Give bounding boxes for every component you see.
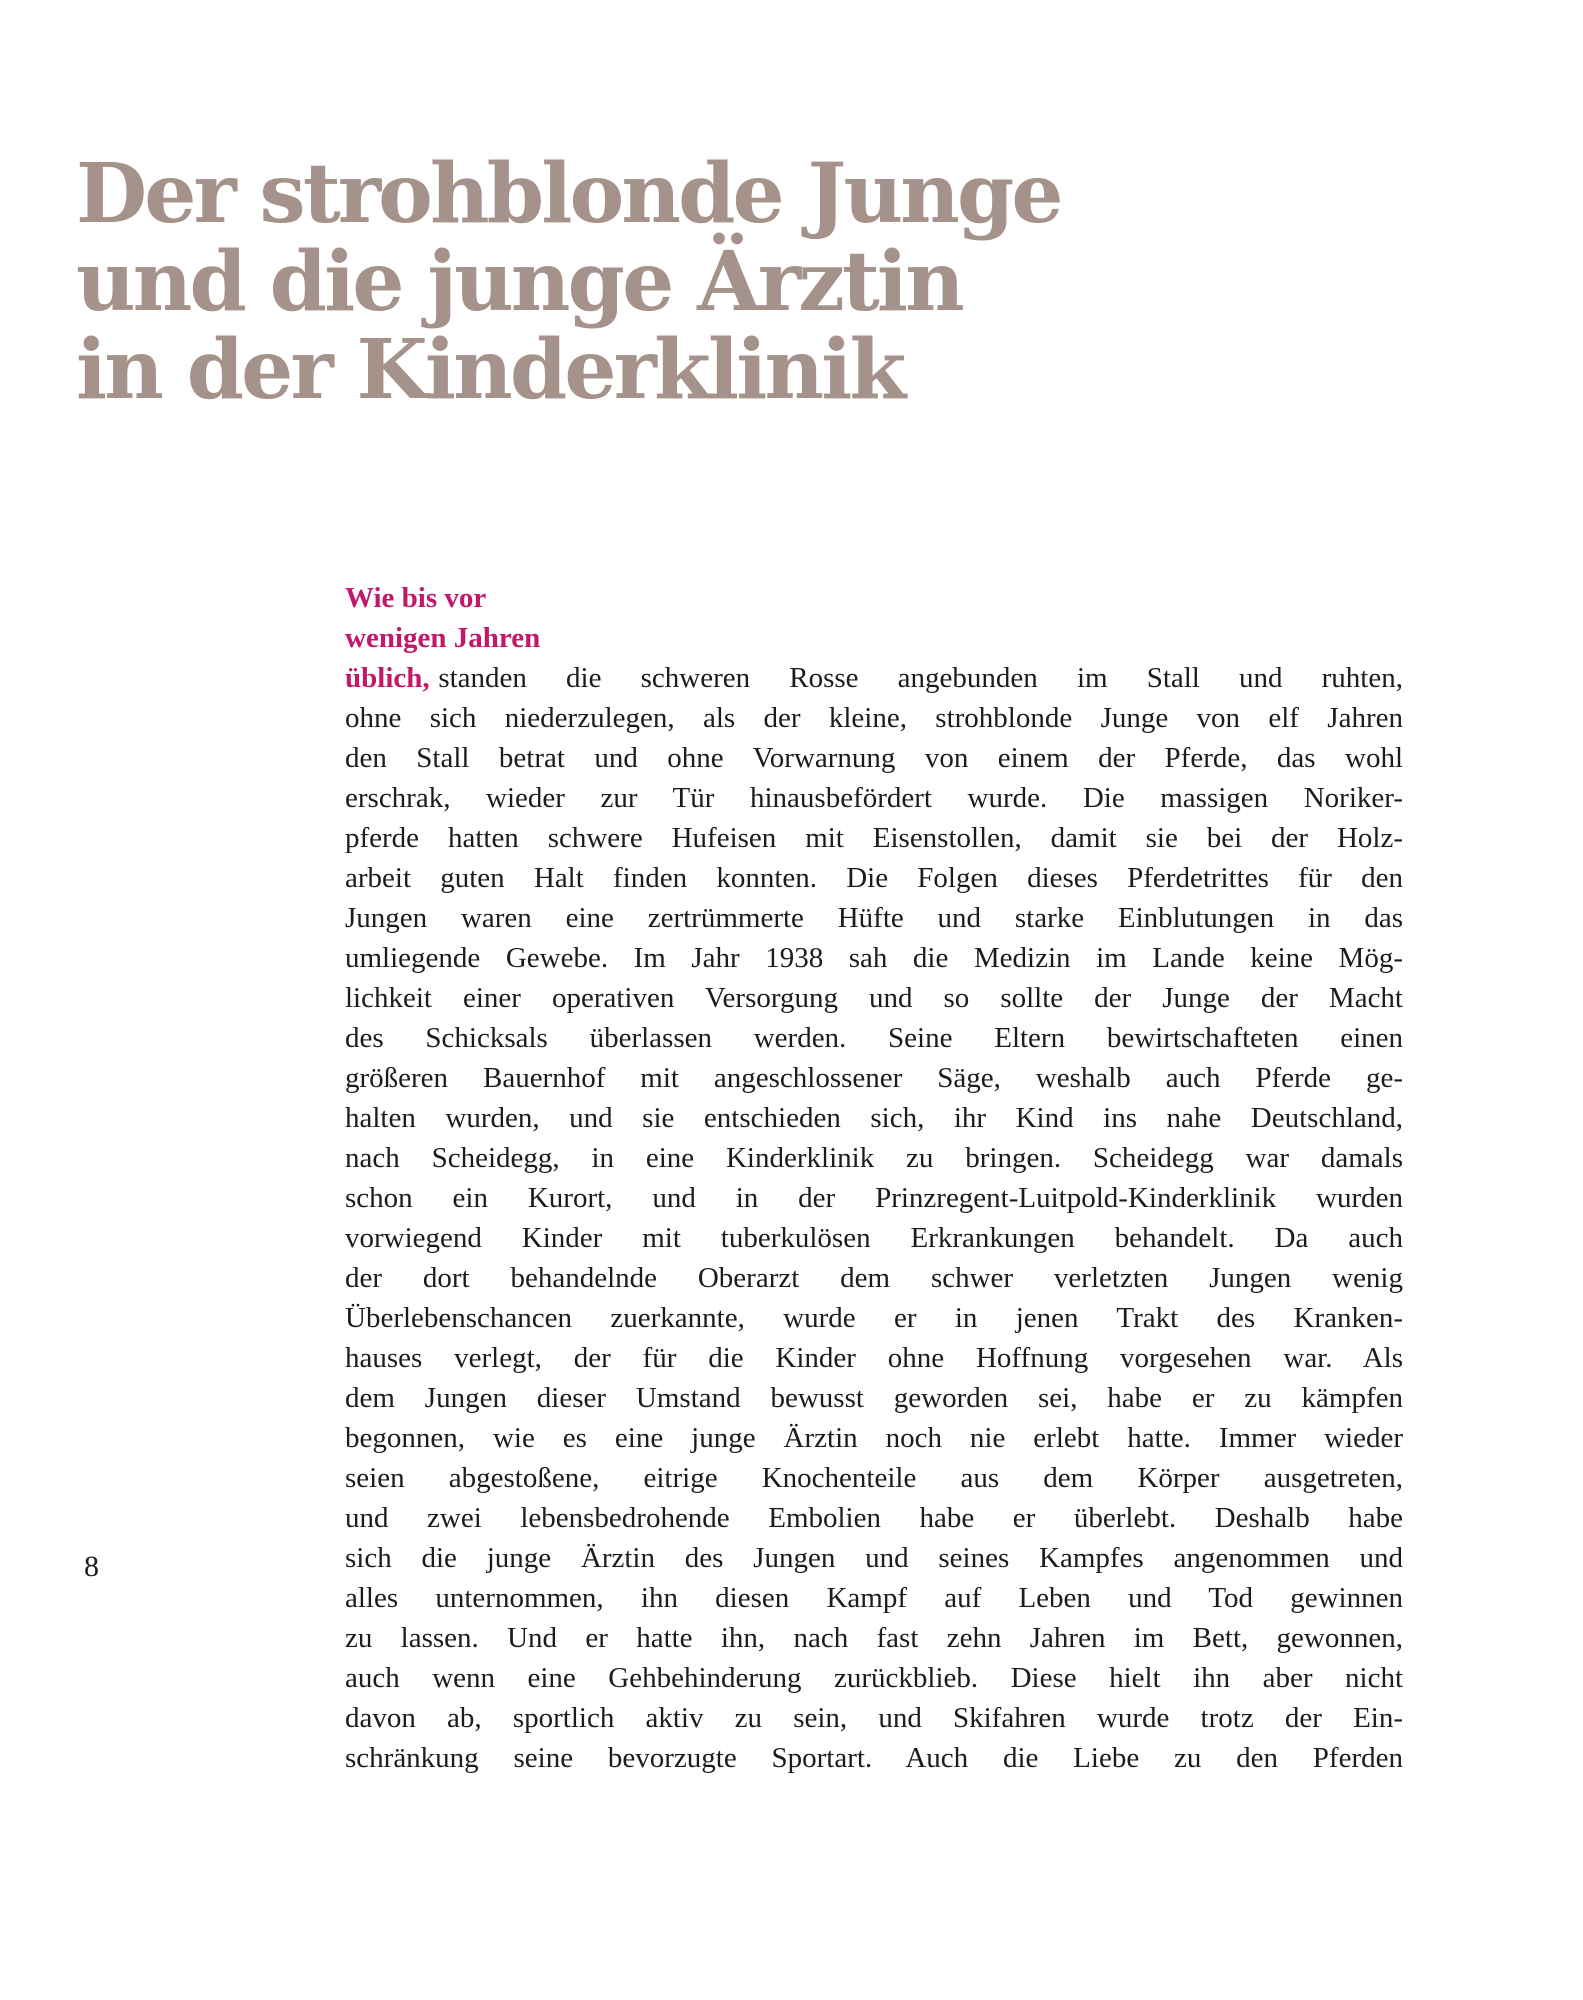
page-number: 8 <box>84 1550 99 1583</box>
body-text: standen die schweren Rosse angebunden im Stall und ruhten, <box>438 662 1403 694</box>
body-text-line: zu lassen. Und er hatte ihn, nach fast zehn Jahren im Bett, gewonnen, <box>345 1622 1403 1654</box>
page-title-line: in der Kinderklinik <box>76 322 904 418</box>
body-text-line: davon ab, sportlich aktiv zu sein, und Skifahren wurde trotz der Ein- <box>345 1702 1403 1734</box>
body-text-line <box>345 658 1403 698</box>
body-text-line: auch wenn eine Gehbehinderung zurückblieb. Diese hielt ihn aber nicht <box>345 1662 1403 1694</box>
body-text-line: des Schicksals überlassen werden. Seine Eltern bewirtschafteten einen <box>345 1022 1403 1054</box>
body-text-line: nach Scheidegg, in eine Kinderklinik zu bringen. Scheidegg war damals <box>345 1142 1403 1174</box>
article-body <box>345 578 1403 1778</box>
lead-in-word: üblich, <box>345 662 430 694</box>
body-text-line: begonnen, wie es eine junge Ärztin noch nie erlebt hatte. Immer wieder <box>345 1422 1403 1454</box>
body-text-line: ohne sich niederzulegen, als der kleine, strohblonde Junge von elf Jahren <box>345 702 1403 734</box>
body-text-line: pferde hatten schwere Hufeisen mit Eisenstollen, damit sie bei der Holz- <box>345 822 1403 854</box>
body-text-line: lichkeit einer operativen Versorgung und so sollte der Junge der Macht <box>345 982 1403 1014</box>
body-text-line: der dort behandelnde Oberarzt dem schwer verletzten Jungen wenig <box>345 1262 1403 1294</box>
body-text-line: den Stall betrat und ohne Vorwarnung von einem der Pferde, das wohl <box>345 742 1403 774</box>
lead-in-line: wenigen Jahren <box>345 622 541 654</box>
body-text-line: größeren Bauernhof mit angeschlossener Säge, weshalb auch Pferde ge- <box>345 1062 1403 1094</box>
page-title-line: Der strohblonde Junge <box>76 146 1061 242</box>
body-text-line: schränkung seine bevorzugte Sportart. Auch die Liebe zu den Pferden <box>345 1742 1403 1774</box>
body-text-line: sich die junge Ärztin des Jungen und seines Kampfes angenommen und <box>345 1542 1403 1574</box>
body-text-line: seien abgestoßene, eitrige Knochenteile aus dem Körper ausgetreten, <box>345 1462 1403 1494</box>
body-text-line: erschrak, wieder zur Tür hinausbefördert wurde. Die massigen Noriker- <box>345 782 1403 814</box>
body-text-line: arbeit guten Halt finden konnten. Die Folgen dieses Pferdetrittes für den <box>345 862 1403 894</box>
page-title <box>76 146 1061 418</box>
body-text-line: umliegende Gewebe. Im Jahr 1938 sah die Medizin im Lande keine Mög- <box>345 942 1403 974</box>
body-text-line: dem Jungen dieser Umstand bewusst geworden sei, habe er zu kämpfen <box>345 1382 1403 1414</box>
body-text-line: vorwiegend Kinder mit tuberkulösen Erkrankungen behandelt. Da auch <box>345 1222 1403 1254</box>
body-text-lines <box>345 698 1403 1778</box>
body-text-line: hauses verlegt, der für die Kinder ohne Hoffnung vorgesehen war. Als <box>345 1342 1403 1374</box>
body-text-line: halten wurden, und sie entschieden sich, ihr Kind ins nahe Deutschland, <box>345 1102 1403 1134</box>
body-text-line: Überlebenschancen zuerkannte, wurde er in jenen Trakt des Kranken- <box>345 1302 1403 1334</box>
body-text-line: alles unternommen, ihn diesen Kampf auf Leben und Tod gewinnen <box>345 1582 1403 1614</box>
body-text-line: schon ein Kurort, und in der Prinzregent-Luitpold-Kinderklinik wurden <box>345 1182 1403 1214</box>
body-text-line: Jungen waren eine zertrümmerte Hüfte und starke Einblutungen in das <box>345 902 1403 934</box>
body-text-line: und zwei lebensbedrohende Embolien habe er überlebt. Deshalb habe <box>345 1502 1403 1534</box>
page-title-line: und die junge Ärztin <box>76 234 962 330</box>
lead-in-line: Wie bis vor <box>345 582 487 614</box>
